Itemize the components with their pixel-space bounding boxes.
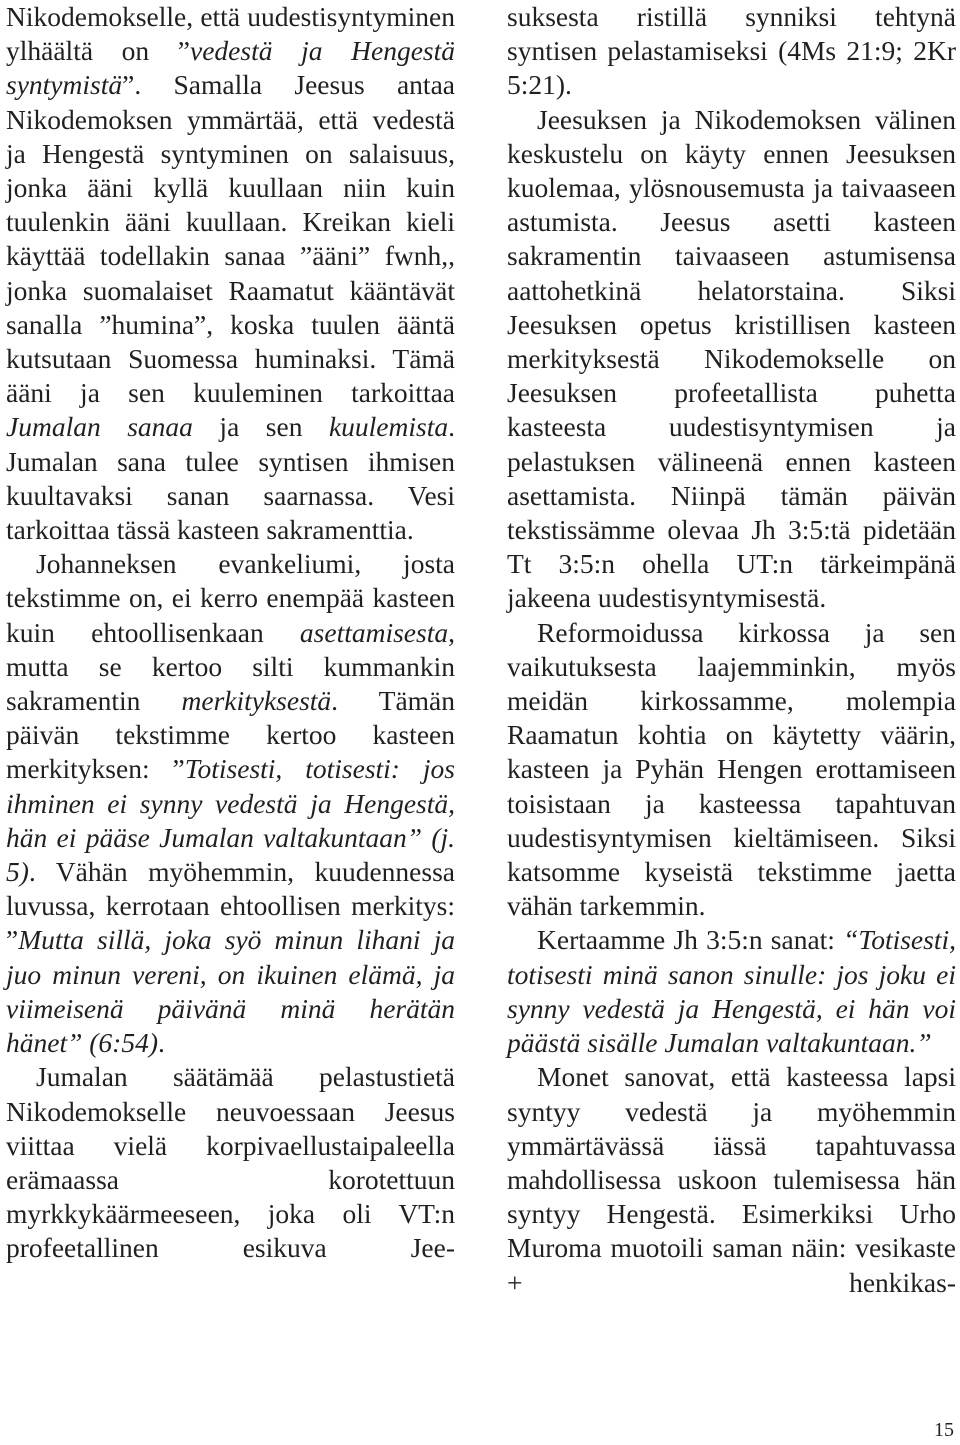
text-run: suksesta ristillä synniksi tehtynä syntisen pelastamiseksi (4Ms 21:9; 2Kr 5:21). (507, 1, 956, 101)
italic-run: merkityksestä (181, 685, 332, 717)
text-run: ja sen (192, 411, 329, 443)
italic-run: Totisesti, totisesti: jos ihminen ei synny vedestä ja Hengestä, hän ei pääse Jumalan valtakuntaan” (j. 5) (6, 753, 455, 888)
page-number: 15 (934, 1419, 954, 1441)
text-run: Johanneksen evankeliumi, josta tekstimme on, ei kerro enempää kasteen kuin ehtoollisenkaan (6, 548, 455, 648)
paragraph (6, 1060, 455, 1265)
text-run: ”. Samalla Jeesus antaa Nikodemoksen ymmärtää, että vedestä ja Hengestä syntyminen on salaisuus, jonka ääni kyllä kuullaan niin kuin tuulenkin ääni kuullaan. Kreikan kieli käyttää todellakin sanaa ”ääni” fwnh,, jonka suomalaiset Raamatut kääntävät sanalla ”humina”, koska tuulen ääntä kutsutaan Suomessa huminaksi. Tämä ääni ja sen kuuleminen tarkoittaa (6, 69, 455, 409)
italic-run: vedestä ja Hengestä syntymistä (6, 35, 455, 101)
text-run: . Jumalan sana tulee syntisen ihmisen kuultavaksi sanan saarnassa. Vesi tarkoittaa tässä kasteen sakramenttia. (6, 411, 455, 546)
paragraph (507, 616, 956, 924)
text-run: , mutta se kertoo silti kummankin sakramentin (6, 616, 455, 717)
paragraph (507, 1060, 956, 1299)
text-run: Jumalan säätämää pelastustietä Nikodemokselle neuvoessaan Jeesus viittaa vielä korpivaellustaipaleella erämaassa korotettuun myrkkykäärmeeseen, joka oli VT:n profeetallinen esikuva Jee- (6, 1061, 455, 1264)
italic-run: kuulemista (328, 411, 449, 443)
left-column (6, 0, 455, 1266)
text-run: . Vähän myöhemmin, kuudennessa luvussa, kerrotaan ehtoollisen merkitys: ” (6, 856, 455, 956)
text-run: Nikodemokselle, että uudestisyntyminen ylhäältä on ” (6, 1, 455, 67)
text-run: Monet sanovat, että kasteessa lapsi syntyy vedestä ja myöhemmin ymmärtävässä iässä tapahtuvassa mahdollisessa uskoon tulemisessa hän syntyy Hengestä. Esimerkiksi Urho Muroma muotoili saman näin: vesikaste + henkikas- (507, 1061, 956, 1298)
paragraph (507, 923, 956, 1060)
text-run: Kertaamme Jh 3:5:n sanat: (537, 924, 844, 956)
paragraph (6, 547, 455, 1060)
text-run: . Tämän päivän tekstimme kertoo kasteen merkityksen: ” (6, 685, 455, 785)
italic-run: Jumalan sanaa (6, 411, 193, 443)
text-run: Reformoidussa kirkossa ja sen vaikutuksesta laajemminkin, myös meidän kirkossamme, molempia Raamatun kohtia on käytetty väärin, kasteen ja Pyhän Hengen erottamiseen toisistaan ja kasteessa tapahtuvan uudestisyntymisen kieltämiseen. Siksi katsomme kyseistä tekstimme jaetta vähän tarkemmin. (507, 616, 956, 922)
paragraph (6, 0, 455, 547)
italic-run: asettamisesta (299, 616, 449, 648)
italic-run: Mutta sillä, joka syö minun lihani ja juo minun vereni, on ikuinen elämä, ja viimeisenä päivänä minä herätän hänet” (6:54) (6, 924, 455, 1059)
text-run: . (158, 1027, 165, 1059)
text-run: Jeesuksen ja Nikodemoksen välinen keskustelu on käyty ennen Jeesuksen kuolemaa, ylösnousemusta ja taivaaseen astumista. Jeesus asetti kasteen sakramentin taivaaseen astumisensa aattohetkinä helatorstaina. Siksi Jeesuksen opetus kristillisen kasteen merkityksestä Nikodemokselle on Jeesuksen profeetallista puhetta kasteesta uudestisyntymisen ja pelastuksen välineenä ennen kasteen asettamista. Niinpä tämän päivän tekstissämme olevaa Jh 3:5:tä pidetään Tt 3:5:n ohella UT:n tärkeimpänä jakeena uudestisyntymisestä. (507, 103, 956, 614)
right-column (507, 0, 956, 1300)
italic-run: “Totisesti, totisesti minä sanon sinulle: jos joku ei synny vedestä ja Hengestä, ei hän voi päästä sisälle Jumalan valtakuntaan.” (507, 924, 956, 1059)
paragraph (507, 103, 956, 616)
paragraph (507, 0, 956, 103)
